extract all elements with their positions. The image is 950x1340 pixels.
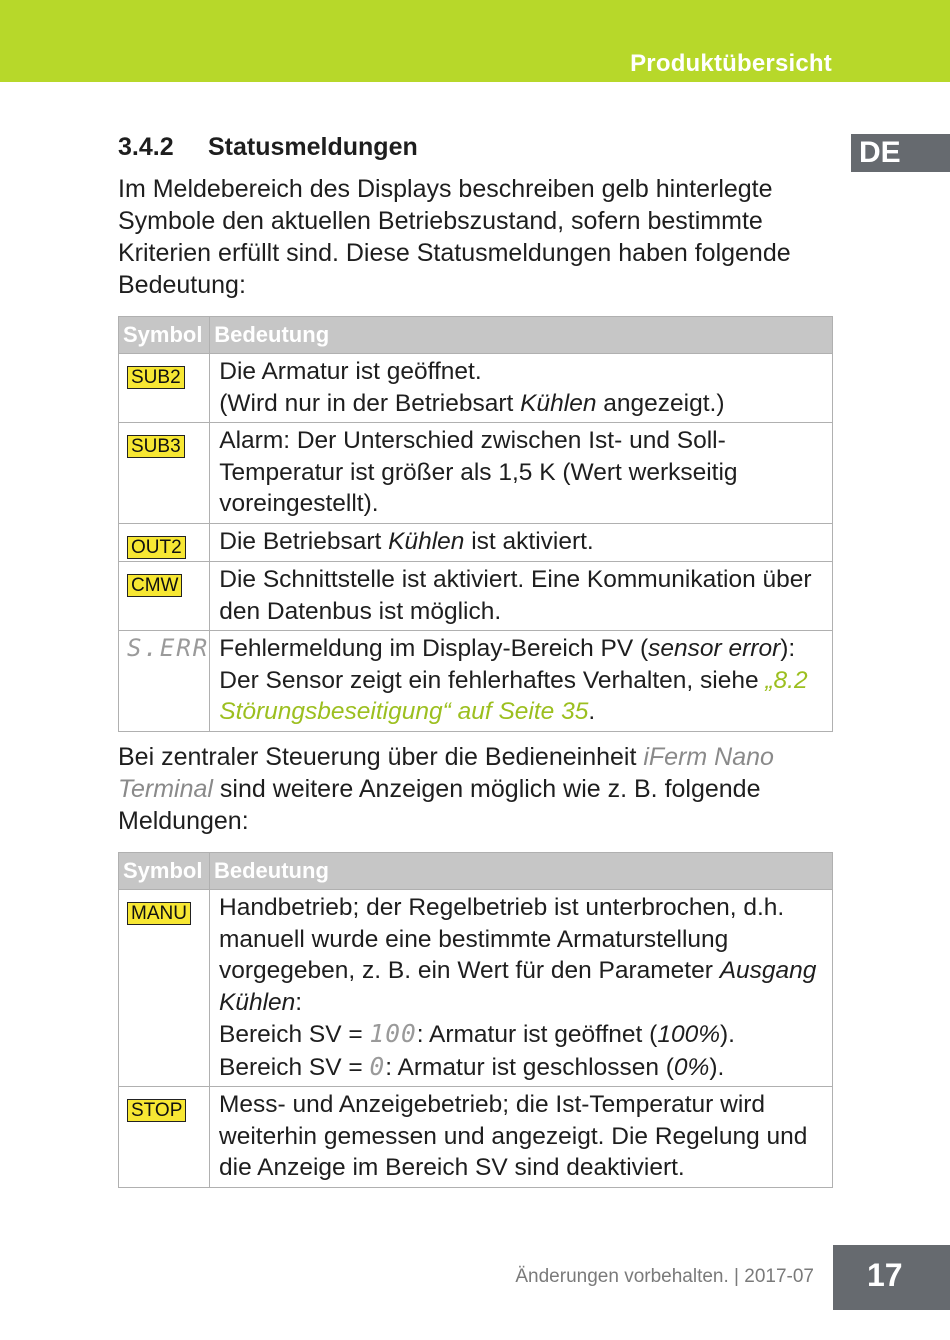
footer-note: Änderungen vorbehalten. | 2017-07 xyxy=(515,1266,814,1287)
column-header-symbol: Symbol xyxy=(119,317,210,354)
row-meaning: Mess- und Anzeigebetrieb; die Ist-Temperatur wird weiterhin gemessen und angezeigt. Die Regelung und die Anzeige im Bereich SV sind deaktiviert. xyxy=(210,1087,833,1188)
column-header-symbol: Symbol xyxy=(119,853,210,890)
status-symbol: CMW xyxy=(127,574,182,597)
status-symbol: OUT2 xyxy=(127,536,186,559)
table-header-row xyxy=(119,317,833,354)
row-meaning: Handbetrieb; der Regelbetrieb ist unterbrochen, d.h. manuell wurde eine bestimmte Armaturstellung vorgegeben, z. B. ein Wert für den Parameter Ausgang Kühlen: Bereich SV = 100: Armatur ist geöffnet (100%). Bereich SV = 0: Armatur ist geschlossen (0%). xyxy=(210,890,833,1087)
status-table xyxy=(118,316,833,732)
section-heading xyxy=(118,133,418,162)
segment-value: 0 xyxy=(369,1051,386,1081)
cross-reference-link[interactable]: „8.2 Störungsbeseitigung“ auf Seite 35 xyxy=(219,666,808,725)
segment-value: 100 xyxy=(369,1019,417,1048)
table-row xyxy=(119,890,833,1087)
table-row xyxy=(119,631,833,732)
product-name: iFerm Nano Terminal xyxy=(118,743,774,803)
language-tab: DE xyxy=(851,134,950,172)
header-title: Produktübersicht xyxy=(630,50,832,77)
page-number: 17 xyxy=(833,1245,950,1310)
table-row xyxy=(119,562,833,631)
table-row xyxy=(119,354,833,423)
terminal-status-table xyxy=(118,852,833,1188)
row-meaning: Alarm: Der Unterschied zwischen Ist- und Soll-Temperatur ist größer als 1,5 K (Wert werkseitig voreingestellt). xyxy=(210,423,833,524)
column-header-meaning: Bedeutung xyxy=(210,853,833,890)
table-row xyxy=(119,423,833,524)
status-symbol: SUB2 xyxy=(127,366,185,389)
intro-paragraph: Im Meldebereich des Displays beschreiben gelb hinterlegte Symbole den aktuellen Betriebszustand, sofern bestimmte Kriterien erfüllt sind. Diese Statusmeldungen haben folgende Bedeutung: xyxy=(118,175,791,299)
table-row xyxy=(119,1087,833,1188)
row-meaning: Die Betriebsart Kühlen ist aktiviert. xyxy=(210,523,833,562)
row-meaning: Die Schnittstelle ist aktiviert. Eine Kommunikation über den Datenbus ist möglich. xyxy=(210,562,833,631)
terminal-paragraph: Bei zentraler Steuerung über die Bedieneinheit iFerm Nano Terminal sind weitere Anzeigen möglich wie z. B. folgende Meldungen: xyxy=(118,743,774,835)
status-symbol: MANU xyxy=(127,902,191,925)
segment-display-symbol: S.ERR xyxy=(127,634,210,662)
row-meaning: Die Armatur ist geöffnet. (Wird nur in der Betriebsart Kühlen angezeigt.) xyxy=(210,354,833,423)
section-number: 3.4.2 xyxy=(118,133,174,161)
status-symbol: SUB3 xyxy=(127,435,185,458)
column-header-meaning: Bedeutung xyxy=(210,317,833,354)
section-title: Statusmeldungen xyxy=(208,133,418,161)
row-meaning: Fehlermeldung im Display-Bereich PV (sensor error): Der Sensor zeigt ein fehlerhaftes Verhalten, siehe „8.2 Störungsbeseitigung“ auf Seite 35. xyxy=(210,631,833,732)
table-row xyxy=(119,523,833,562)
status-symbol: STOP xyxy=(127,1099,186,1122)
table-header-row xyxy=(119,853,833,890)
